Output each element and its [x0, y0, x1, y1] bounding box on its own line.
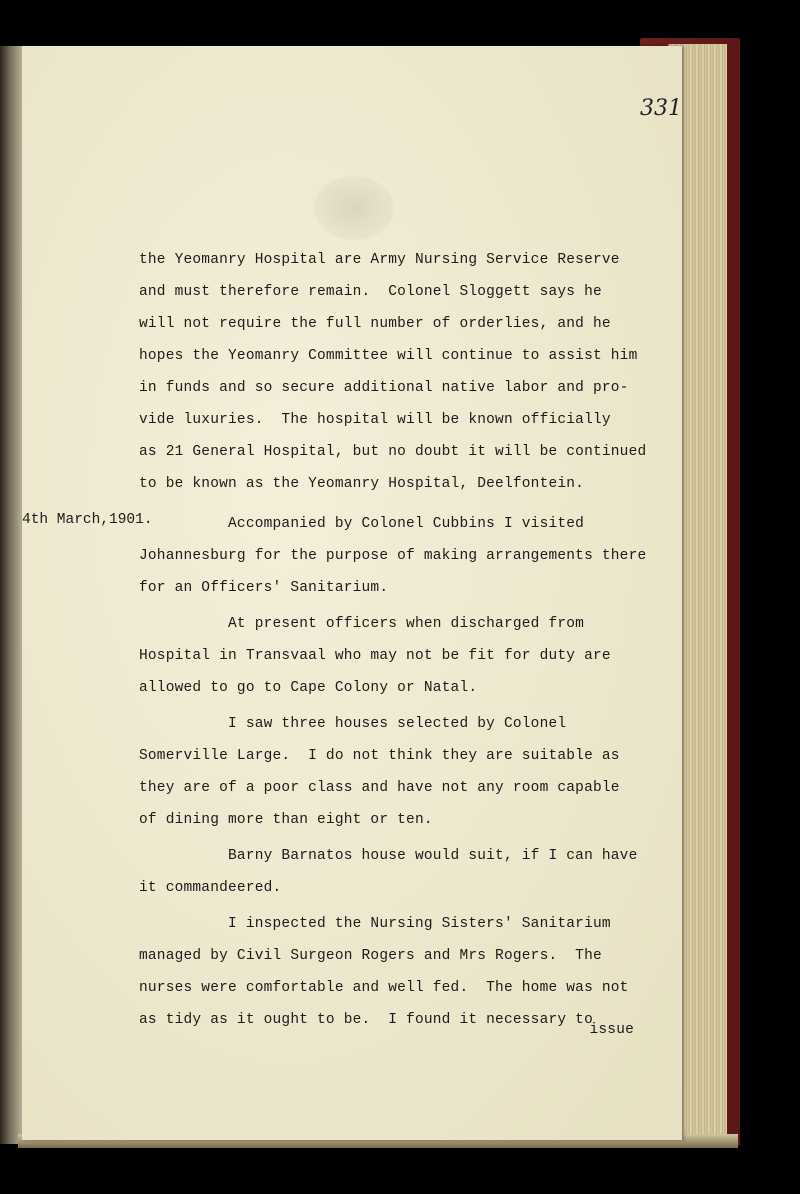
- text-line: managed by Civil Surgeon Rogers and Mrs Rogers. The: [139, 948, 602, 964]
- text-line: they are of a poor class and have not any room capable: [139, 780, 620, 796]
- faded-stamp: [314, 176, 394, 240]
- text-line: will not require the full number of orderlies, and he: [139, 316, 611, 332]
- text-line: hopes the Yeomanry Committee will continue to assist him: [139, 348, 638, 364]
- document-page: [22, 46, 682, 1140]
- catchword: issue: [589, 1022, 634, 1038]
- text-line: Barny Barnatos house would suit, if I can have: [139, 848, 638, 864]
- text-line: Hospital in Transvaal who may not be fit for duty are: [139, 648, 611, 664]
- text-line: the Yeomanry Hospital are Army Nursing Service Reserve: [139, 252, 620, 268]
- text-line: At present officers when discharged from: [139, 616, 585, 632]
- text-line: and must therefore remain. Colonel Sloggett says he: [139, 284, 602, 300]
- text-line: I inspected the Nursing Sisters' Sanitarium: [139, 916, 611, 932]
- text-line: to be known as the Yeomanry Hospital, Deelfontein.: [139, 476, 585, 492]
- margin-date: 4th March,1901.: [22, 512, 153, 528]
- left-page-edge: [0, 46, 24, 1144]
- text-line: allowed to go to Cape Colony or Natal.: [139, 680, 478, 696]
- text-line: I saw three houses selected by Colonel: [139, 716, 567, 732]
- text-line: in funds and so secure additional native labor and pro-: [139, 380, 629, 396]
- text-line: it commandeered.: [139, 880, 282, 896]
- text-line: vide luxuries. The hospital will be known officially: [139, 412, 611, 428]
- text-line: Johannesburg for the purpose of making arrangements there: [139, 548, 647, 564]
- text-line: Accompanied by Colonel Cubbins I visited: [139, 516, 585, 532]
- text-line: as 21 General Hospital, but no doubt it will be continued: [139, 444, 647, 460]
- text-line: as tidy as it ought to be. I found it necessary to: [139, 1012, 593, 1028]
- page-number: 331: [640, 96, 682, 121]
- text-line: nurses were comfortable and well fed. The home was not: [139, 980, 629, 996]
- text-line: of dining more than eight or ten.: [139, 812, 433, 828]
- text-line: for an Officers' Sanitarium.: [139, 580, 389, 596]
- text-line: Somerville Large. I do not think they are suitable as: [139, 748, 620, 764]
